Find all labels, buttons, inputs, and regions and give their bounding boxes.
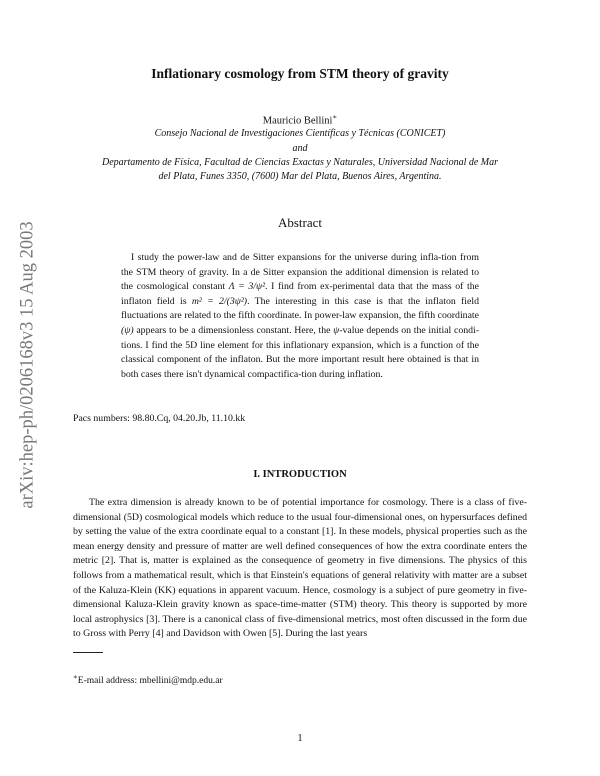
- arxiv-identifier: arXiv:hep-ph/0206168v3 15 Aug 2003: [17, 221, 38, 509]
- abstract-part-1: I study the power-law and de Sitter expansions for the universe during infla-tion from the STM theory of gravity. In a de Sitter expansion the additional dimension is related to the cosmological constant: [121, 252, 479, 293]
- affiliation-mdp-line1: Departamento de Física, Facultad de Ciencias Exactas y Naturales, Universidad Nacional de Mar: [101, 157, 499, 168]
- abstract-math-psi-value: ψ: [333, 324, 340, 336]
- page-number: 1: [297, 733, 303, 744]
- footnote-email: E-mail address: mbellini@mdp.edu.ar: [77, 676, 223, 687]
- abstract-heading: Abstract: [277, 215, 323, 230]
- affiliation-conicet: Consejo Nacional de Investigaciones Científicas y Técnicas (CONICET): [154, 128, 446, 139]
- abstract-part-3: . The interesting in this case is that the inflaton field fluctuations are related to the fifth coordinate. In power-law expansion, the fifth coordinate: [121, 295, 480, 322]
- abstract-math-mass: m² = 2/(3ψ²): [191, 295, 248, 307]
- abstract-math-lambda: Λ = 3/ψ²: [228, 281, 266, 293]
- abstract-part-2: . I find from ex-perimental data that the mass of the inflaton field is: [121, 281, 479, 307]
- abstract-part-4: appears to be a dimensionless constant. Here, the: [133, 324, 334, 336]
- author-name: Mauricio Bellini: [262, 115, 333, 127]
- introduction-paragraph: The extra dimension is already known to be of potential importance for cosmology. There is a class of five-dimensional (5D) cosmological models which reduce to the usual four-dimensional ones, on hypersurfaces defined by setting the value of the extra coordinate equal to a constant [1]. In these models, physical properties such as the mean energy density and pressure of matter are well defined consequences of how the extra coordinate enters the metric [2]. That is, matter is explained as the consequence of geometry in five dimensions. The physics of this follows from a mathematical result, which is that Einstein's equations of general relativity with matter are a subset of the Kaluza-Klein (KK) equations in apparent vacuum. Hence, cosmology is a subject of pure geometry in five-dimensional Kaluza-Klein gravity known as space-time-matter (STM) theory. This theory is supported by more local astrophysics [3]. There is a canonical class of five-dimensional metrics, most often discussed in the form due to Gross with Perry [4] and Davidson with Owen [5]. During the last years: [73, 497, 527, 640]
- pacs-numbers: Pacs numbers: 98.80.Cq, 04.20.Jb, 11.10.kk: [73, 413, 246, 424]
- footnote-mark: ∗: [73, 673, 78, 681]
- footnote-rule: [73, 652, 103, 653]
- affiliation-and: and: [292, 143, 308, 154]
- footnote: [73, 673, 223, 686]
- paper-title: Inflationary cosmology from STM theory of gravity: [151, 66, 449, 81]
- abstract-text: [121, 251, 479, 382]
- abstract-math-psi: (ψ): [121, 324, 134, 336]
- author-footnote-mark: ∗: [332, 113, 338, 121]
- author-line: [0, 113, 600, 127]
- abstract-part-5: -value depends on the initial condi-tions. I find the 5D line element for this inflationary expansion, which is a function of the classical component of the inflaton. But the more important result here obtained is that in both cases there isn't dynamical compactifica-tion during inflation.: [121, 324, 479, 380]
- section-heading-introduction: I. INTRODUCTION: [253, 469, 347, 480]
- affiliation-mdp-line2: del Plata, Funes 3350, (7600) Mar del Plata, Buenos Aires, Argentina.: [158, 171, 442, 182]
